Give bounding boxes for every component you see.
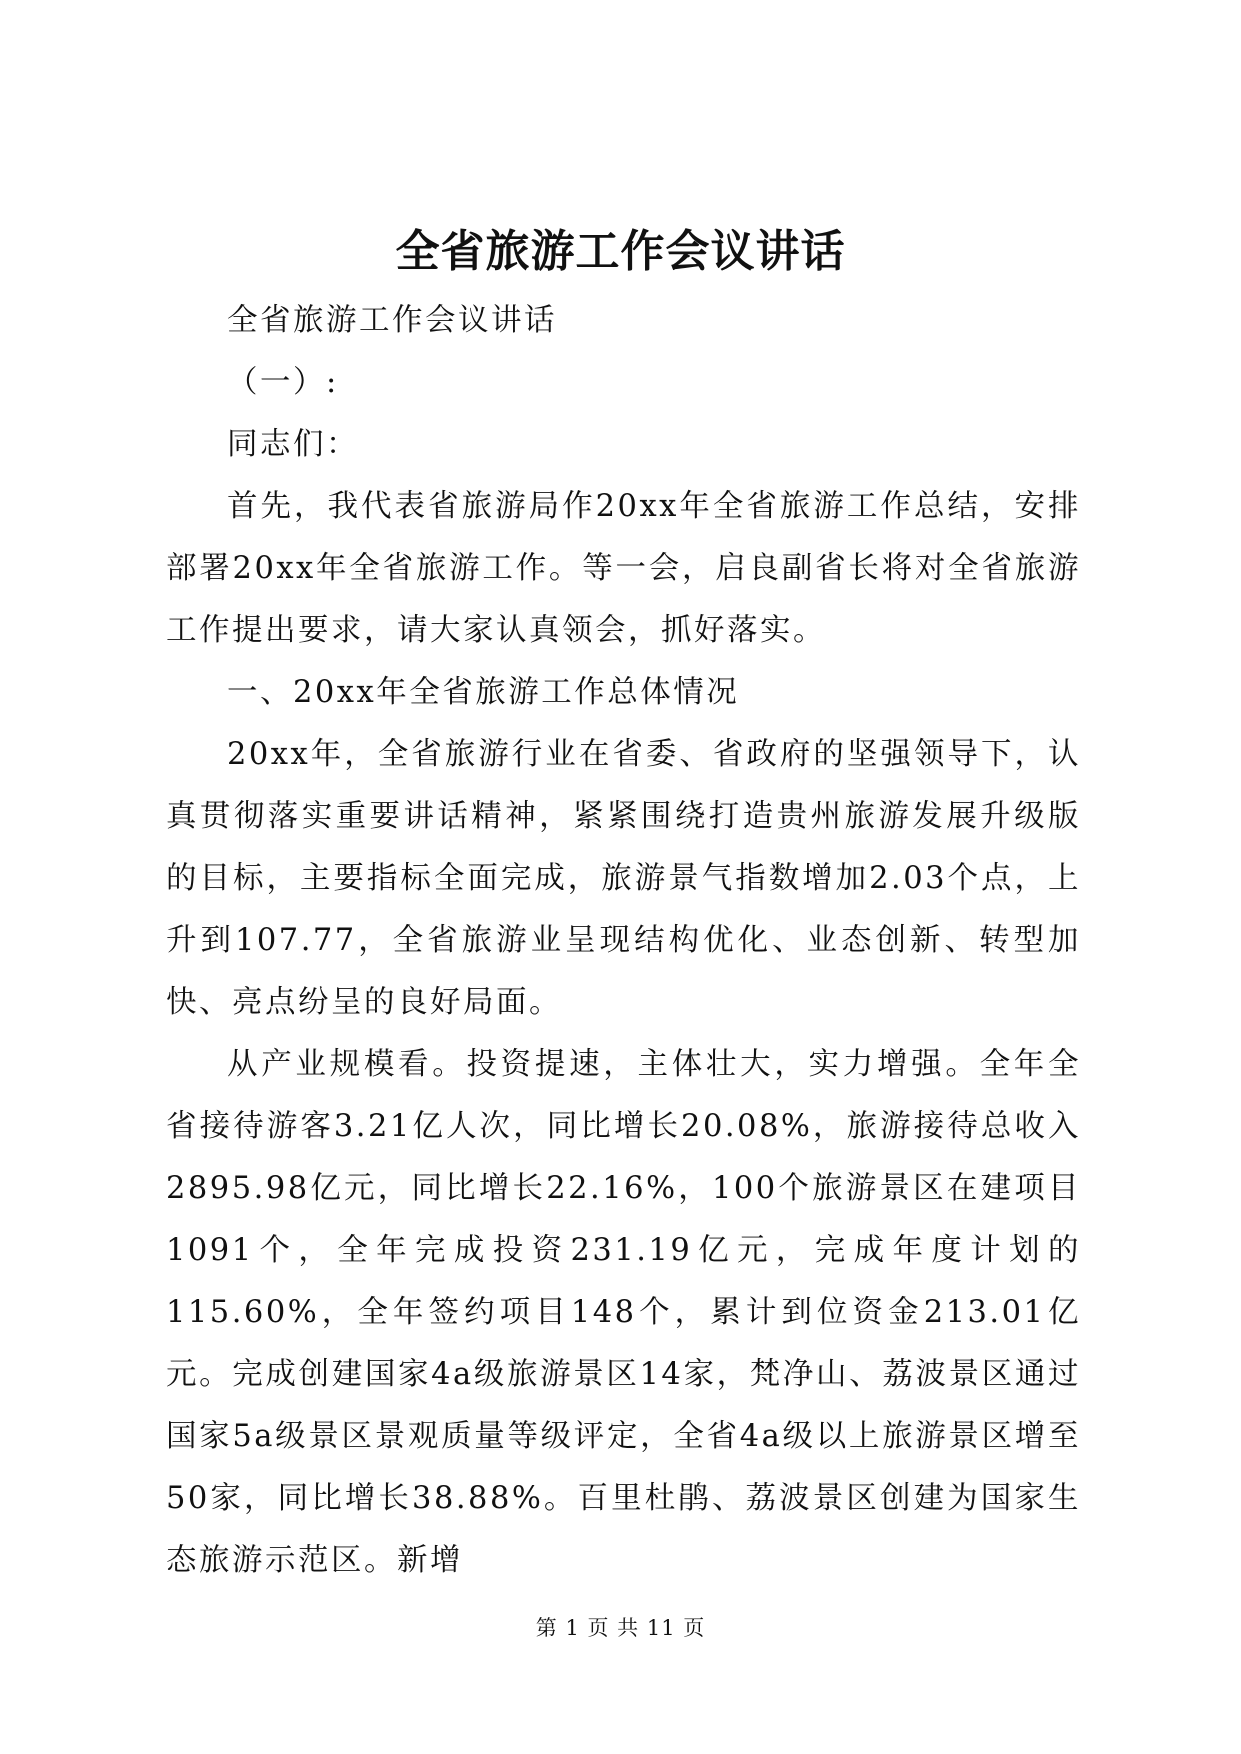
salutation-paragraph: 同志们：: [227, 427, 359, 462]
document-title: 全省旅游工作会议讲话: [395, 226, 846, 277]
section-number-paragraph: （一）:: [227, 365, 339, 400]
intro-paragraph: 首先，我代表省旅游局作20xx年全省旅游工作总结，安排部署20xx年全省旅游工作。等一会，启良副省长将对全省旅游工作提出要求，请大家认真领会，抓好落实。: [166, 489, 1081, 648]
subtitle-paragraph: 全省旅游工作会议讲话: [227, 303, 557, 338]
page-number-footer: 第 1 页 共 11 页: [535, 1616, 706, 1640]
document-body: [166, 290, 1081, 1592]
overview-paragraph: 20xx年，全省旅游行业在省委、省政府的坚强领导下，认真贯彻落实重要讲话精神，紧紧围绕打造贵州旅游发展升级版的目标，主要指标全面完成，旅游景气指数增加2.03个点，上升到107.77，全省旅游业呈现结构优化、业态创新、转型加快、亮点纷呈的良好局面。: [166, 737, 1081, 1020]
section-heading-paragraph: 一、20xx年全省旅游工作总体情况: [227, 675, 740, 710]
industry-scale-paragraph: 从产业规模看。投资提速，主体壮大，实力增强。全年全省接待游客3.21亿人次，同比增长20.08%，旅游接待总收入2895.98亿元，同比增长22.16%，100个旅游景区在建项目1091个，全年完成投资231.19亿元，完成年度计划的115.60%，全年签约项目148个，累计到位资金213.01亿元。完成创建国家4a级旅游景区14家，梵净山、荔波景区通过国家5a级景区景观质量等级评定，全省4a级以上旅游景区增至50家，同比增长38.88%。百里杜鹃、荔波景区创建为国家生态旅游示范区。新增: [166, 1047, 1081, 1578]
